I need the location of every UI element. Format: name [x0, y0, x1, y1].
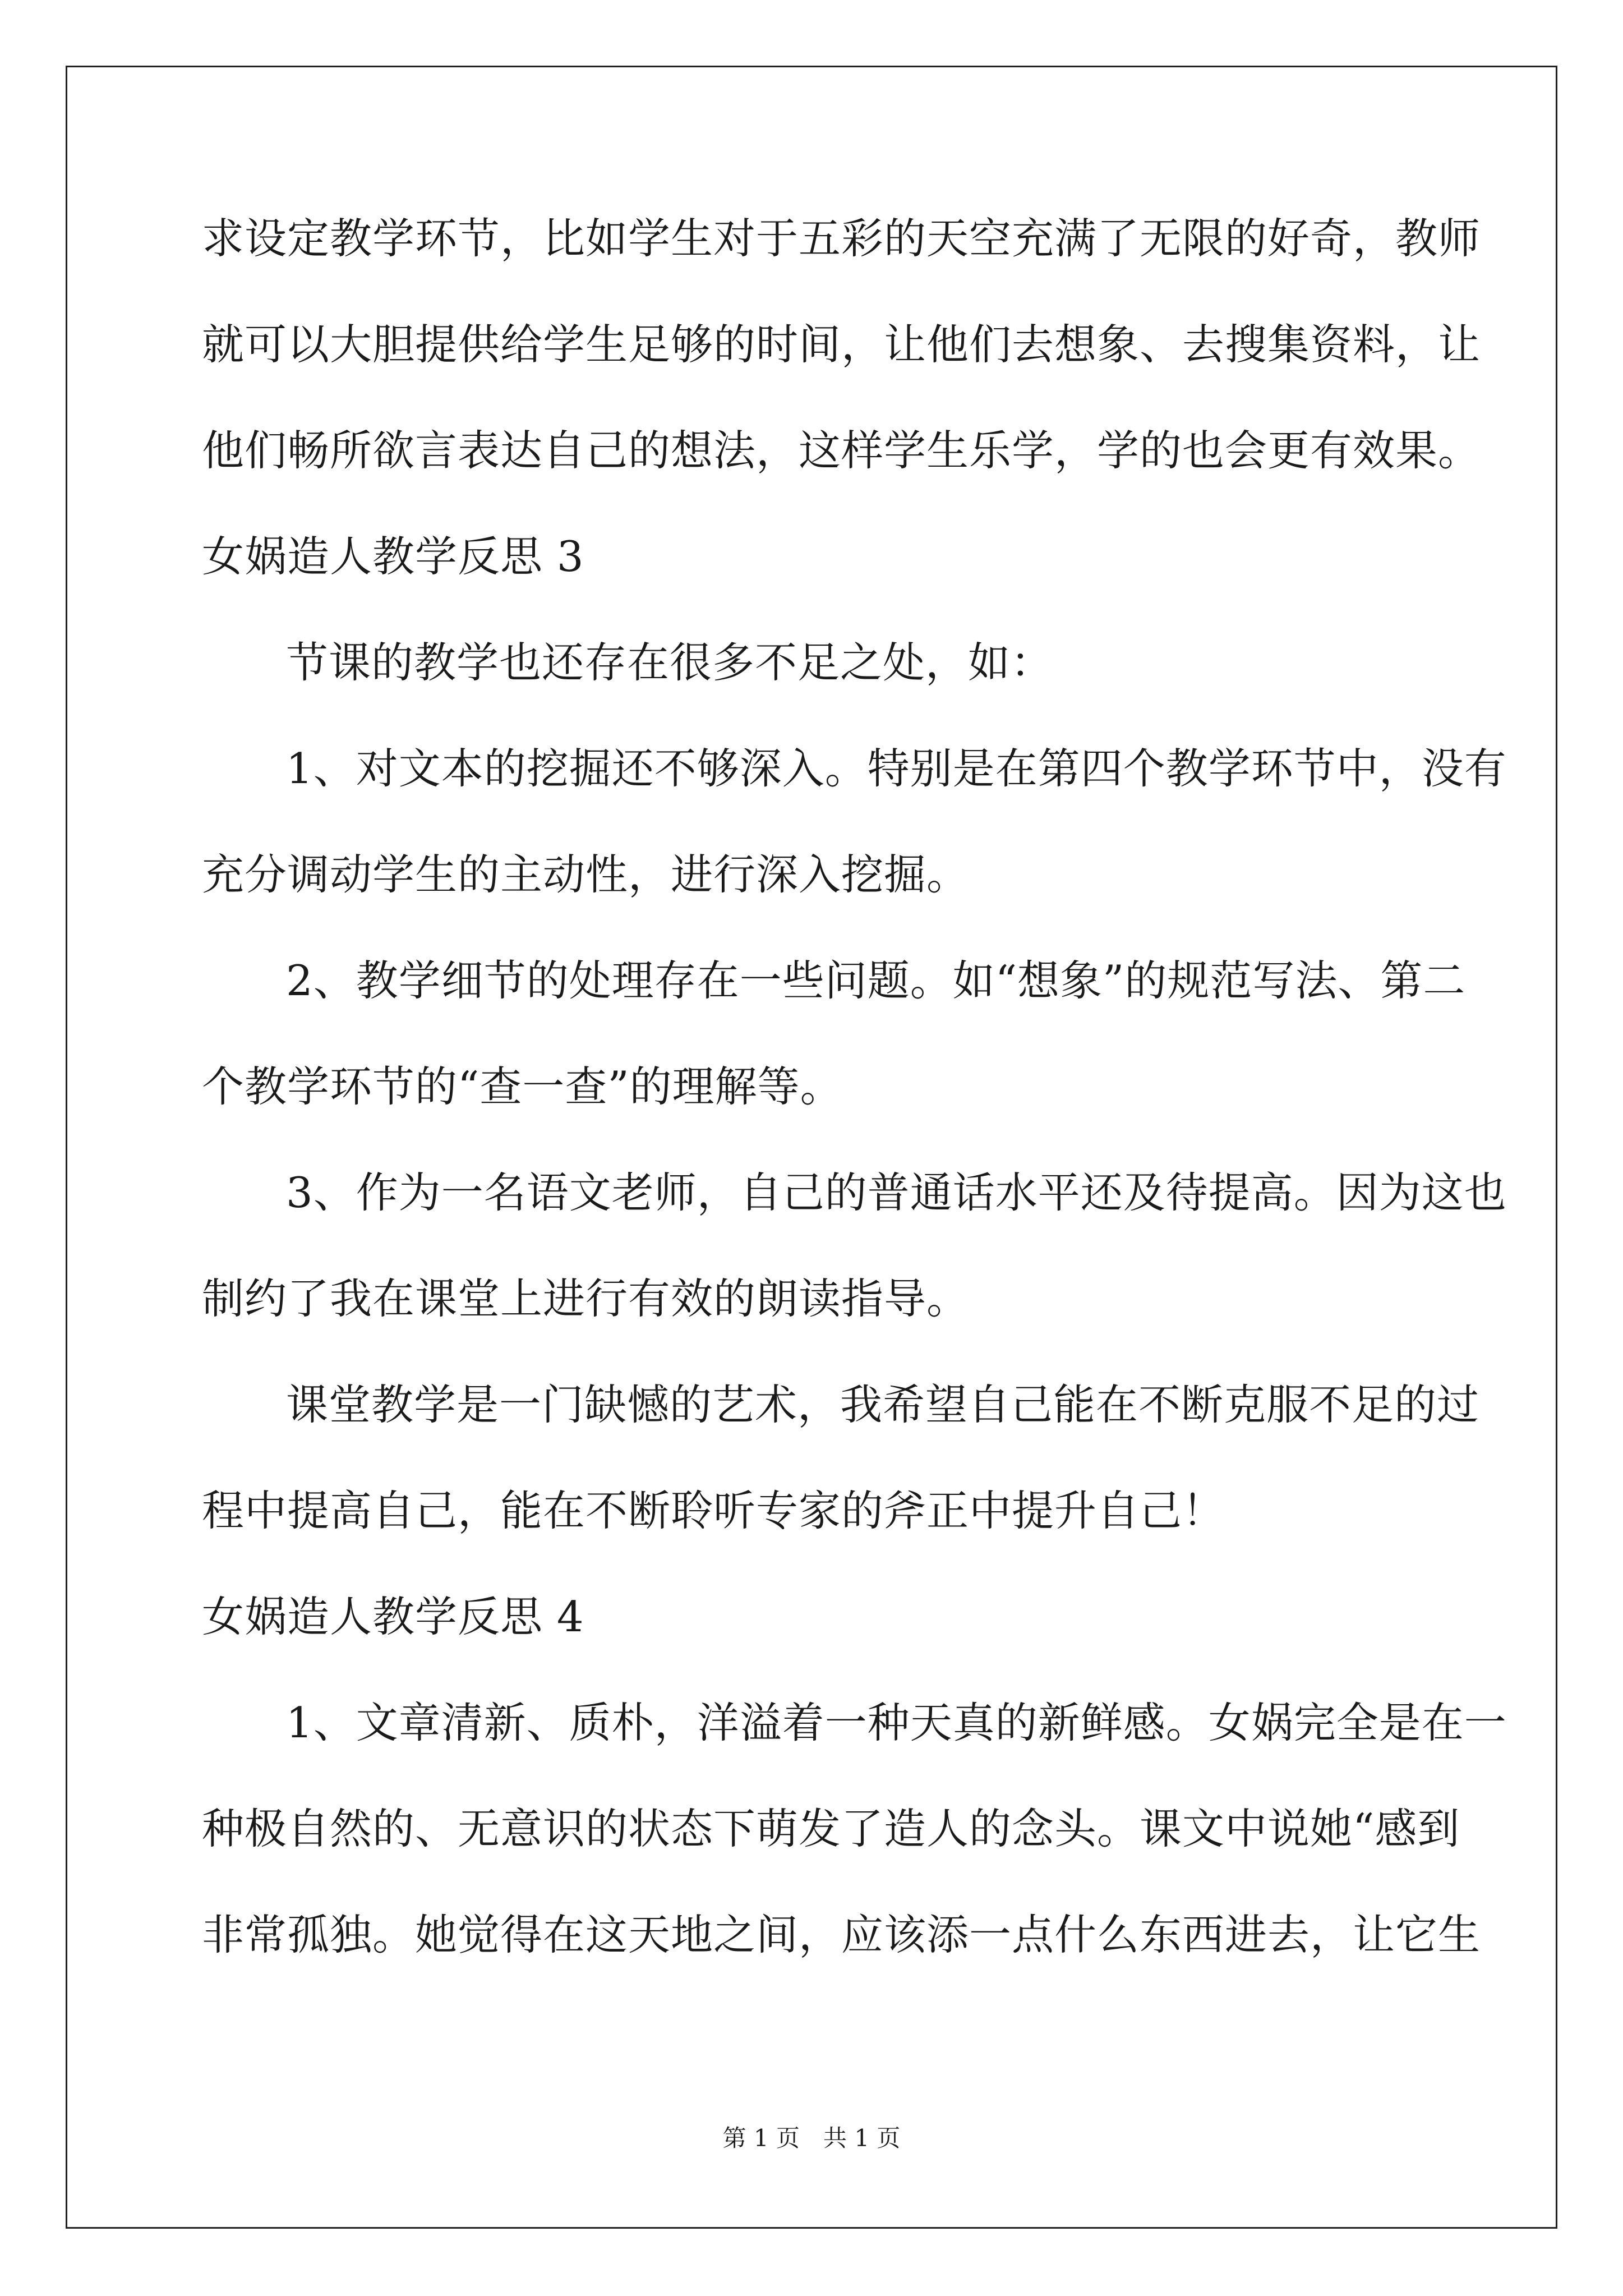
- paragraph-line: 个教学环节的“查一查”的理解等。: [202, 1062, 843, 1111]
- page-border: [66, 66, 1557, 2229]
- paragraph-line: 充分调动学生的主动性，进行深入挖掘。: [202, 850, 970, 899]
- paragraph-line: 就可以大胆提供给学生足够的时间，让他们去想象、去搜集资料，让: [202, 320, 1481, 369]
- paragraph-line: 种极自然的、无意识的状态下萌发了造人的念头。课文中说她“感到: [202, 1804, 1460, 1853]
- paragraph-line: 课堂教学是一门缺憾的艺术，我希望自己能在不断克服不足的过: [286, 1380, 1480, 1429]
- paragraph-line: 节课的教学也还存在很多不足之处，如：: [286, 638, 1054, 687]
- page-footer: 第 1 页 共 1 页: [722, 2124, 901, 2152]
- paragraph-line: 程中提高自己，能在不断聆听专家的斧正中提升自己！: [202, 1486, 1225, 1535]
- paragraph-line: 非常孤独。她觉得在这天地之间，应该添一点什么东西进去，让它生: [202, 1910, 1481, 1959]
- section-heading: 女娲造人教学反思 3: [202, 532, 584, 581]
- paragraph-line: 求设定教学环节，比如学生对于五彩的天空充满了无限的好奇，教师: [202, 214, 1481, 263]
- paragraph-line: 1、文章清新、质朴，洋溢着一种天真的新鲜感。女娲完全是在一: [286, 1698, 1507, 1747]
- paragraph-line: 3、作为一名语文老师，自己的普通话水平还及待提高。因为这也: [286, 1168, 1507, 1217]
- paragraph-line: 2、教学细节的处理存在一些问题。如“想象”的规范写法、第二: [286, 956, 1466, 1005]
- paragraph-line: 他们畅所欲言表达自己的想法，这样学生乐学，学的也会更有效果。: [202, 426, 1481, 475]
- paragraph-line: 制约了我在课堂上进行有效的朗读指导。: [202, 1274, 970, 1323]
- section-heading: 女娲造人教学反思 4: [202, 1592, 584, 1641]
- paragraph-line: 1、对文本的挖掘还不够深入。特别是在第四个教学环节中，没有: [286, 744, 1507, 793]
